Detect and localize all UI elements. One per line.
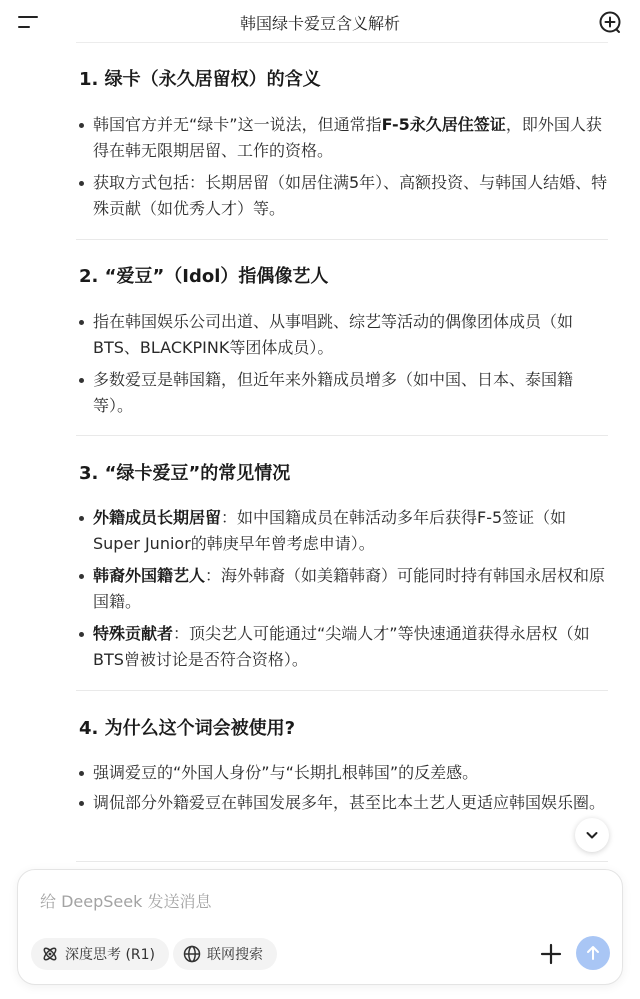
deep-think-label: 深度思考 (R1) <box>65 947 156 963</box>
chevron-down-icon <box>584 827 600 843</box>
message-composer[interactable] <box>17 869 623 985</box>
globe-icon <box>183 945 201 963</box>
bullet-dot <box>79 574 84 579</box>
bullet-dot <box>79 801 84 806</box>
scroll-down-button[interactable] <box>575 818 609 852</box>
list-item <box>79 621 609 673</box>
atom-icon <box>41 945 59 963</box>
list-item <box>79 563 609 615</box>
bullet-bold: 外籍成员长期居留 <box>93 508 222 527</box>
bullet-text: ：如中国籍成员在韩活动多年后获得F-5签证（如Super Junior的韩庚早年曾考虑申请）。 <box>93 508 567 553</box>
bullet-bold: 韩裔外国籍艺人 <box>93 566 206 585</box>
bullet-bold: 特殊贡献者 <box>93 624 174 643</box>
bullet-text: 获取方式包括：长期居留（如居住满5年）、高额投资、与韩国人结婚、特殊贡献（如优秀人才）等。 <box>93 173 608 218</box>
bullet-text: 调侃部分外籍爱豆在韩国发展多年，甚至比本土艺人更适应韩国娱乐圈。 <box>93 793 606 812</box>
list-item <box>79 790 609 816</box>
list-item <box>79 367 609 419</box>
deep-think-button[interactable] <box>31 938 169 970</box>
top-bar <box>0 0 640 44</box>
divider <box>76 239 608 240</box>
bullet-text: 强调爱豆的“外国人身份”与“长期扎根韩国”的反差感。 <box>93 763 479 782</box>
list-item <box>79 505 609 557</box>
bullet-dot <box>79 771 84 776</box>
bullet-text: ：海外韩裔（如美籍韩裔）可能同时持有韩国永居权和原国籍。 <box>93 566 606 611</box>
divider <box>76 42 608 43</box>
bullet-text: 多数爱豆是韩国籍，但近年来外籍成员增多（如中国、日本、泰国籍等）。 <box>93 370 574 415</box>
bullet-dot <box>79 123 84 128</box>
plus-icon <box>538 941 564 967</box>
new-chat-icon[interactable] <box>598 10 622 34</box>
send-button[interactable] <box>576 936 610 970</box>
list-item <box>79 760 609 786</box>
bullet-text: 指在韩国娱乐公司出道、从事唱跳、综艺等活动的偶像团体成员（如BTS、BLACKPINK等团体成员）。 <box>93 312 574 357</box>
bullet-text: ，即外国人获得在韩无限期居留、工作的资格。 <box>93 115 602 160</box>
attach-button[interactable] <box>538 941 564 967</box>
page-title: 韩国绿卡爱豆含义解析 <box>239 13 400 33</box>
web-search-label: 联网搜索 <box>207 947 263 963</box>
section-title: 1. 绿卡（永久居留权）的含义 <box>79 69 321 90</box>
bullet-bold: F-5永久居住签证 <box>381 115 506 134</box>
menu-icon[interactable] <box>18 14 40 30</box>
message-input[interactable]: 给 DeepSeek 发送消息 <box>40 892 212 911</box>
bullet-text: ：顶尖艺人可能通过“尖端人才”等快速通道获得永居权（如BTS曾被讨论是否符合资格）。 <box>93 624 590 669</box>
divider <box>76 435 608 436</box>
section-title: 4. 为什么这个词会被使用? <box>79 718 296 739</box>
list-item <box>79 170 609 222</box>
arrow-up-icon <box>584 944 602 962</box>
bullet-dot <box>79 516 84 521</box>
list-item <box>79 309 609 361</box>
bullet-text: 韩国官方并无“绿卡”这一说法，但通常指 <box>93 115 382 134</box>
bullet-dot <box>79 378 84 383</box>
divider <box>76 861 608 862</box>
bullet-dot <box>79 181 84 186</box>
web-search-button[interactable] <box>173 938 277 970</box>
section-title: 3. “绿卡爱豆”的常见情况 <box>79 463 291 484</box>
list-item <box>79 112 609 164</box>
bullet-dot <box>79 632 84 637</box>
bullet-dot <box>79 320 84 325</box>
divider <box>76 690 608 691</box>
section-title: 2. “爱豆”（Idol）指偶像艺人 <box>79 266 329 287</box>
